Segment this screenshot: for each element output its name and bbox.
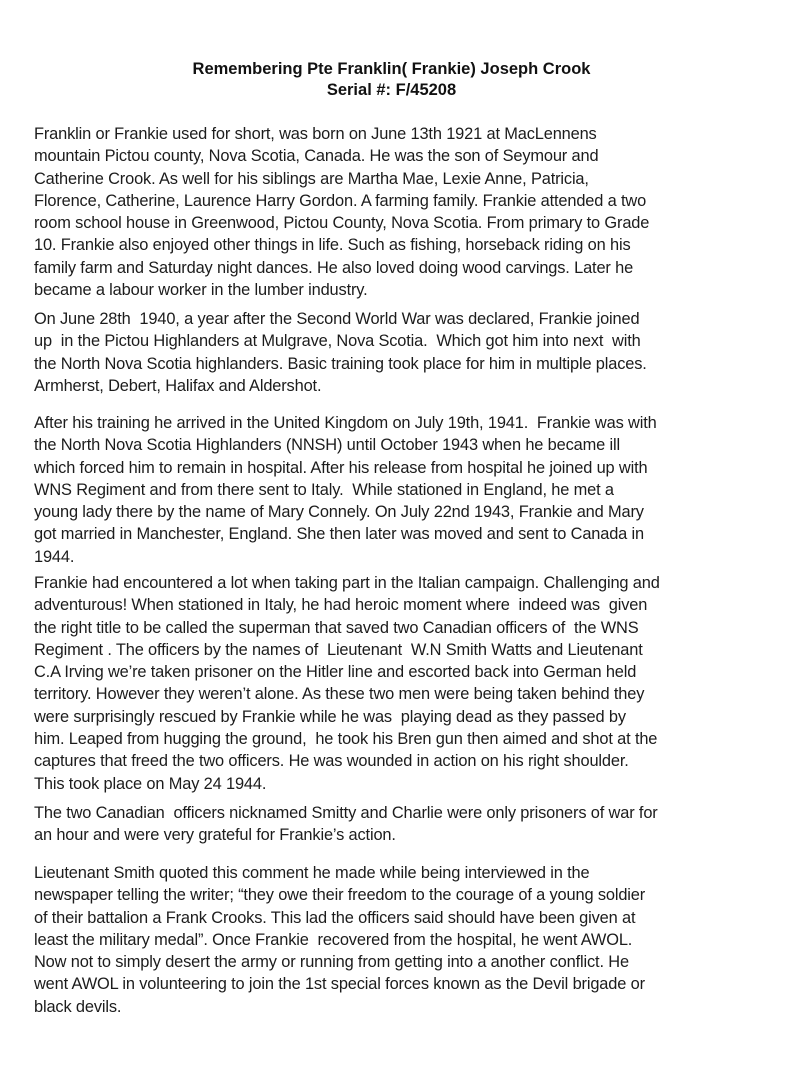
text-line: of their battalion a Frank Crooks. This lad the officers said should have been given at	[34, 908, 636, 927]
text-line: went AWOL in volunteering to join the 1st special forces known as the Devil brigade or	[34, 975, 645, 994]
text-line: the right title to be called the superman that saved two Canadian officers of the WNS	[34, 618, 639, 637]
text-line: the North Nova Scotia highlanders. Basic training took place for him in multiple places.	[34, 354, 647, 373]
text-line: Now not to simply desert the army or running from getting into a another conflict. He	[34, 953, 629, 972]
title-name-line: Remembering Pte Franklin( Frankie) Joseph Crook	[192, 60, 591, 78]
text-line: After his training he arrived in the United Kingdom on July 19th, 1941. Frankie was with	[34, 414, 657, 432]
paragraph-officers-gratitude	[34, 802, 794, 847]
text-line: Franklin or Frankie used for short, was born on June 13th 1921 at MacLennens	[34, 125, 597, 143]
paragraph-italian-campaign	[34, 572, 794, 795]
text-line: got married in Manchester, England. She then later was moved and sent to Canada in	[34, 525, 645, 544]
text-line: C.A Irving we’re taken prisoner on the Hitler line and escorted back into German held	[34, 663, 637, 682]
text-line: the North Nova Scotia Highlanders (NNSH) until October 1943 when he became ill	[34, 436, 620, 455]
text-line: young lady there by the name of Mary Connely. On July 22nd 1943, Frankie and Mary	[34, 503, 644, 522]
text-line: adventurous! When stationed in Italy, he had heroic moment where indeed was given	[34, 596, 648, 615]
text-line: which forced him to remain in hospital. After his release from hospital he joined up with	[34, 458, 648, 477]
paragraph-enlistment	[34, 308, 794, 397]
text-line: were surprisingly rescued by Frankie while he was playing dead as they passed by	[34, 707, 626, 726]
paragraph-early-life	[34, 123, 794, 301]
text-line: Regiment . The officers by the names of Lieutenant W.N Smith Watts and Lieutenant	[34, 640, 643, 659]
text-line: captures that freed the two officers. He was wounded in action on his right shoulder.	[34, 752, 629, 771]
text-line: Lieutenant Smith quoted this comment he made while being interviewed in the	[34, 864, 590, 882]
text-line: family farm and Saturday night dances. He also loved doing wood carvings. Later he	[34, 258, 634, 277]
text-line: an hour and were very grateful for Frankie’s action.	[34, 826, 396, 845]
text-line: became a labour worker in the lumber industry.	[34, 281, 368, 300]
text-line: room school house in Greenwood, Pictou County, Nova Scotia. From primary to Grade	[34, 214, 650, 233]
paragraph-overseas	[34, 412, 794, 568]
text-line: newspaper telling the writer; “they owe their freedom to the courage of a young soldier	[34, 886, 646, 905]
text-line: mountain Pictou county, Nova Scotia, Canada. He was the son of Seymour and	[34, 147, 599, 166]
paragraph-newspaper-quote	[34, 862, 794, 1018]
text-line: up in the Pictou Highlanders at Mulgrave, Nova Scotia. Which got him into next with	[34, 332, 641, 351]
text-line: This took place on May 24 1944.	[34, 774, 267, 793]
text-line: The two Canadian officers nicknamed Smitty and Charlie were only prisoners of war for	[34, 804, 658, 822]
text-line: territory. However they weren’t alone. As these two men were being taken behind they	[34, 685, 645, 704]
document-title	[0, 59, 783, 101]
text-line: him. Leaped from hugging the ground, he took his Bren gun then aimed and shot at the	[34, 730, 658, 749]
title-serial-line: Serial #: F/45208	[326, 81, 457, 99]
text-line: Armherst, Debert, Halifax and Aldershot.	[34, 376, 322, 395]
text-line: black devils.	[34, 997, 122, 1016]
text-line: Frankie had encountered a lot when taking part in the Italian campaign. Challenging and	[34, 574, 660, 592]
text-line: least the military medal”. Once Frankie recovered from the hospital, he went AWOL.	[34, 930, 633, 949]
text-line: Florence, Catherine, Laurence Harry Gordon. A farming family. Frankie attended a two	[34, 191, 647, 210]
text-line: 10. Frankie also enjoyed other things in life. Such as fishing, horseback riding on his	[34, 236, 631, 255]
text-line: On June 28th 1940, a year after the Second World War was declared, Frankie joined	[34, 310, 640, 328]
text-line: 1944.	[34, 547, 75, 566]
text-line: WNS Regiment and from there sent to Italy. While stationed in England, he met a	[34, 480, 614, 499]
text-line: Catherine Crook. As well for his siblings are Martha Mae, Lexie Anne, Patricia,	[34, 169, 589, 188]
